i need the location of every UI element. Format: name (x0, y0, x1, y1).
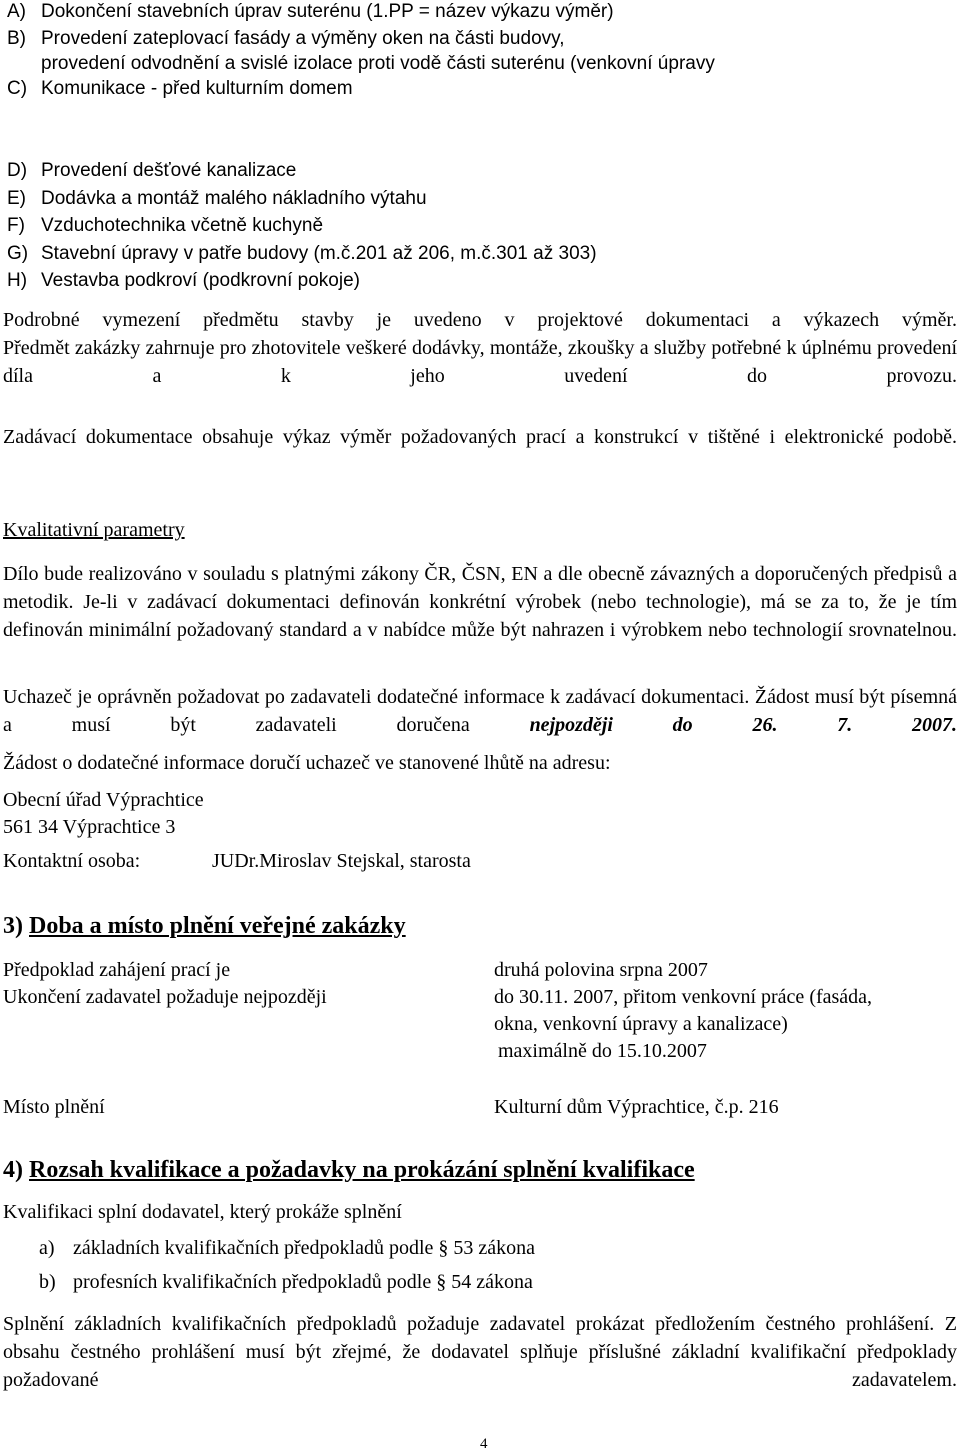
list-letter: D) (7, 160, 28, 181)
end-value-line-3: maximálně do 15.10.2007 (498, 1040, 707, 1062)
list-letter: a) (39, 1237, 55, 1259)
paragraph-documentation: Zadávací dokumentace obsahuje výkaz výměr požadovaných prací a konstrukcí v tištěné i elektronické podobě. (3, 426, 957, 448)
section-number: 3) (3, 913, 23, 939)
list-text: profesních kvalifikačních předpokladů podle § 54 zákona (73, 1271, 533, 1293)
list-item-f (7, 216, 323, 235)
list-letter: b) (39, 1271, 56, 1293)
list-letter: A) (7, 1, 26, 22)
section-4-heading (3, 1158, 695, 1182)
list-text: provedení odvodnění a svislé izolace proti vodě části suterénu (venkovní úpravy (41, 53, 715, 74)
list-item-a (7, 2, 614, 21)
list-letter: H) (7, 270, 28, 291)
end-value-line-1: do 30.11. 2007, přitom venkovní práce (fasáda, (494, 986, 873, 1008)
list-text: Provedení dešťové kanalizace (41, 160, 297, 181)
page-number: 4 (480, 1436, 488, 1452)
paragraph-quality: Dílo bude realizováno v souladu s platnými zákony ČR, ČSN, EN a dle obecně závazných a doporučených předpisů a metodik. Je-li v zadávací dokumentaci definován konkrétní výrobek (nebo technologie), má se za to, že je tím definován minimální požadovaný standard a v nabídce může být nahrazen i výrobkem nebo technologií srovnatelnou. (3, 563, 957, 641)
address-intro: Žádost o dodatečné informace doručí uchazeč ve stanovené lhůtě na adresu: (3, 752, 611, 774)
start-value: druhá polovina srpna 2007 (494, 959, 708, 981)
list-item-c (7, 79, 353, 98)
contact-value: JUDr.Miroslav Stejskal, starosta (212, 850, 471, 872)
list-text: Stavební úpravy v patře budovy (m.č.201 až 206, m.č.301 až 303) (41, 243, 597, 264)
list-text: Komunikace - před kulturním domem (41, 78, 353, 99)
section-number: 4) (3, 1157, 23, 1183)
request-deadline: nejpozději do 26. 7. 2007. (529, 714, 957, 736)
end-label: Ukončení zadavatel požaduje nejpozději (3, 986, 327, 1008)
list-letter: G) (7, 243, 29, 264)
address-line-1: Obecní úřad Výprachtice (3, 789, 204, 811)
address-line-2: 561 34 Výprachtice 3 (3, 816, 176, 838)
section-title: Rozsah kvalifikace a požadavky na prokázání splnění kvalifikace (29, 1157, 695, 1183)
list-letter: B) (7, 28, 26, 49)
list-text: Provedení zateplovací fasády a výměny oken na části budovy, (41, 28, 565, 49)
list-item-b-continued (7, 54, 715, 73)
qualification-intro: Kvalifikaci splní dodavatel, který prokáže splnění (3, 1201, 402, 1223)
quality-heading: Kvalitativní parametry (3, 519, 185, 541)
end-value-line-2: okna, venkovní úpravy a kanalizace) (494, 1013, 788, 1035)
place-label: Místo plnění (3, 1096, 105, 1118)
list-item-e (7, 189, 427, 208)
qualification-item-b (39, 1272, 533, 1292)
section-3-heading (3, 914, 406, 938)
list-text: Dokončení stavebních úprav suterénu (1.PP = název výkazu výměr) (41, 1, 614, 22)
list-text: základních kvalifikačních předpokladů podle § 53 zákona (73, 1237, 536, 1259)
list-item-b (7, 29, 565, 48)
place-value: Kulturní dům Výprachtice, č.p. 216 (494, 1096, 779, 1118)
contact-label: Kontaktní osoba: (3, 850, 141, 872)
list-letter: C) (7, 78, 28, 99)
paragraph-subject: Předmět zakázky zahrnuje pro zhotovitele veškeré dodávky, montáže, zkoušky a služby potřebné k úplnému provedení díla a k jeho uvedení do provozu. (3, 337, 957, 387)
list-text: Dodávka a montáž malého nákladního výtahu (41, 188, 427, 209)
list-text: Vestavba podkroví (podkrovní pokoje) (41, 270, 360, 291)
list-item-d (7, 161, 296, 180)
list-text: Vzduchotechnika včetně kuchyně (41, 215, 324, 236)
request-text: Uchazeč je oprávněn požadovat po zadavateli dodatečné informace k zadávací dokumentaci. Žádost musí být písemná a musí být zadavateli doručena (3, 686, 957, 736)
paragraph-request (3, 683, 957, 739)
start-label: Předpoklad zahájení prací je (3, 959, 231, 981)
paragraph-declaration: Splnění základních kvalifikačních předpokladů požaduje zadavatel prokázat předložením čestného prohlášení. Z obsahu čestného prohlášení musí být zřejmé, že dodavatel splňuje příslušné základní kvalifikační předpoklady požadované zadavatelem. (3, 1313, 957, 1391)
section-title: Doba a místo plnění veřejné zakázky (29, 913, 406, 939)
list-item-h (7, 271, 360, 290)
paragraph-scope: Podrobné vymezení předmětu stavby je uvedeno v projektové dokumentaci a výkazech výměr. (3, 309, 957, 331)
list-letter: F) (7, 215, 25, 236)
qualification-item-a (39, 1238, 535, 1258)
list-item-g (7, 244, 597, 263)
list-letter: E) (7, 188, 26, 209)
